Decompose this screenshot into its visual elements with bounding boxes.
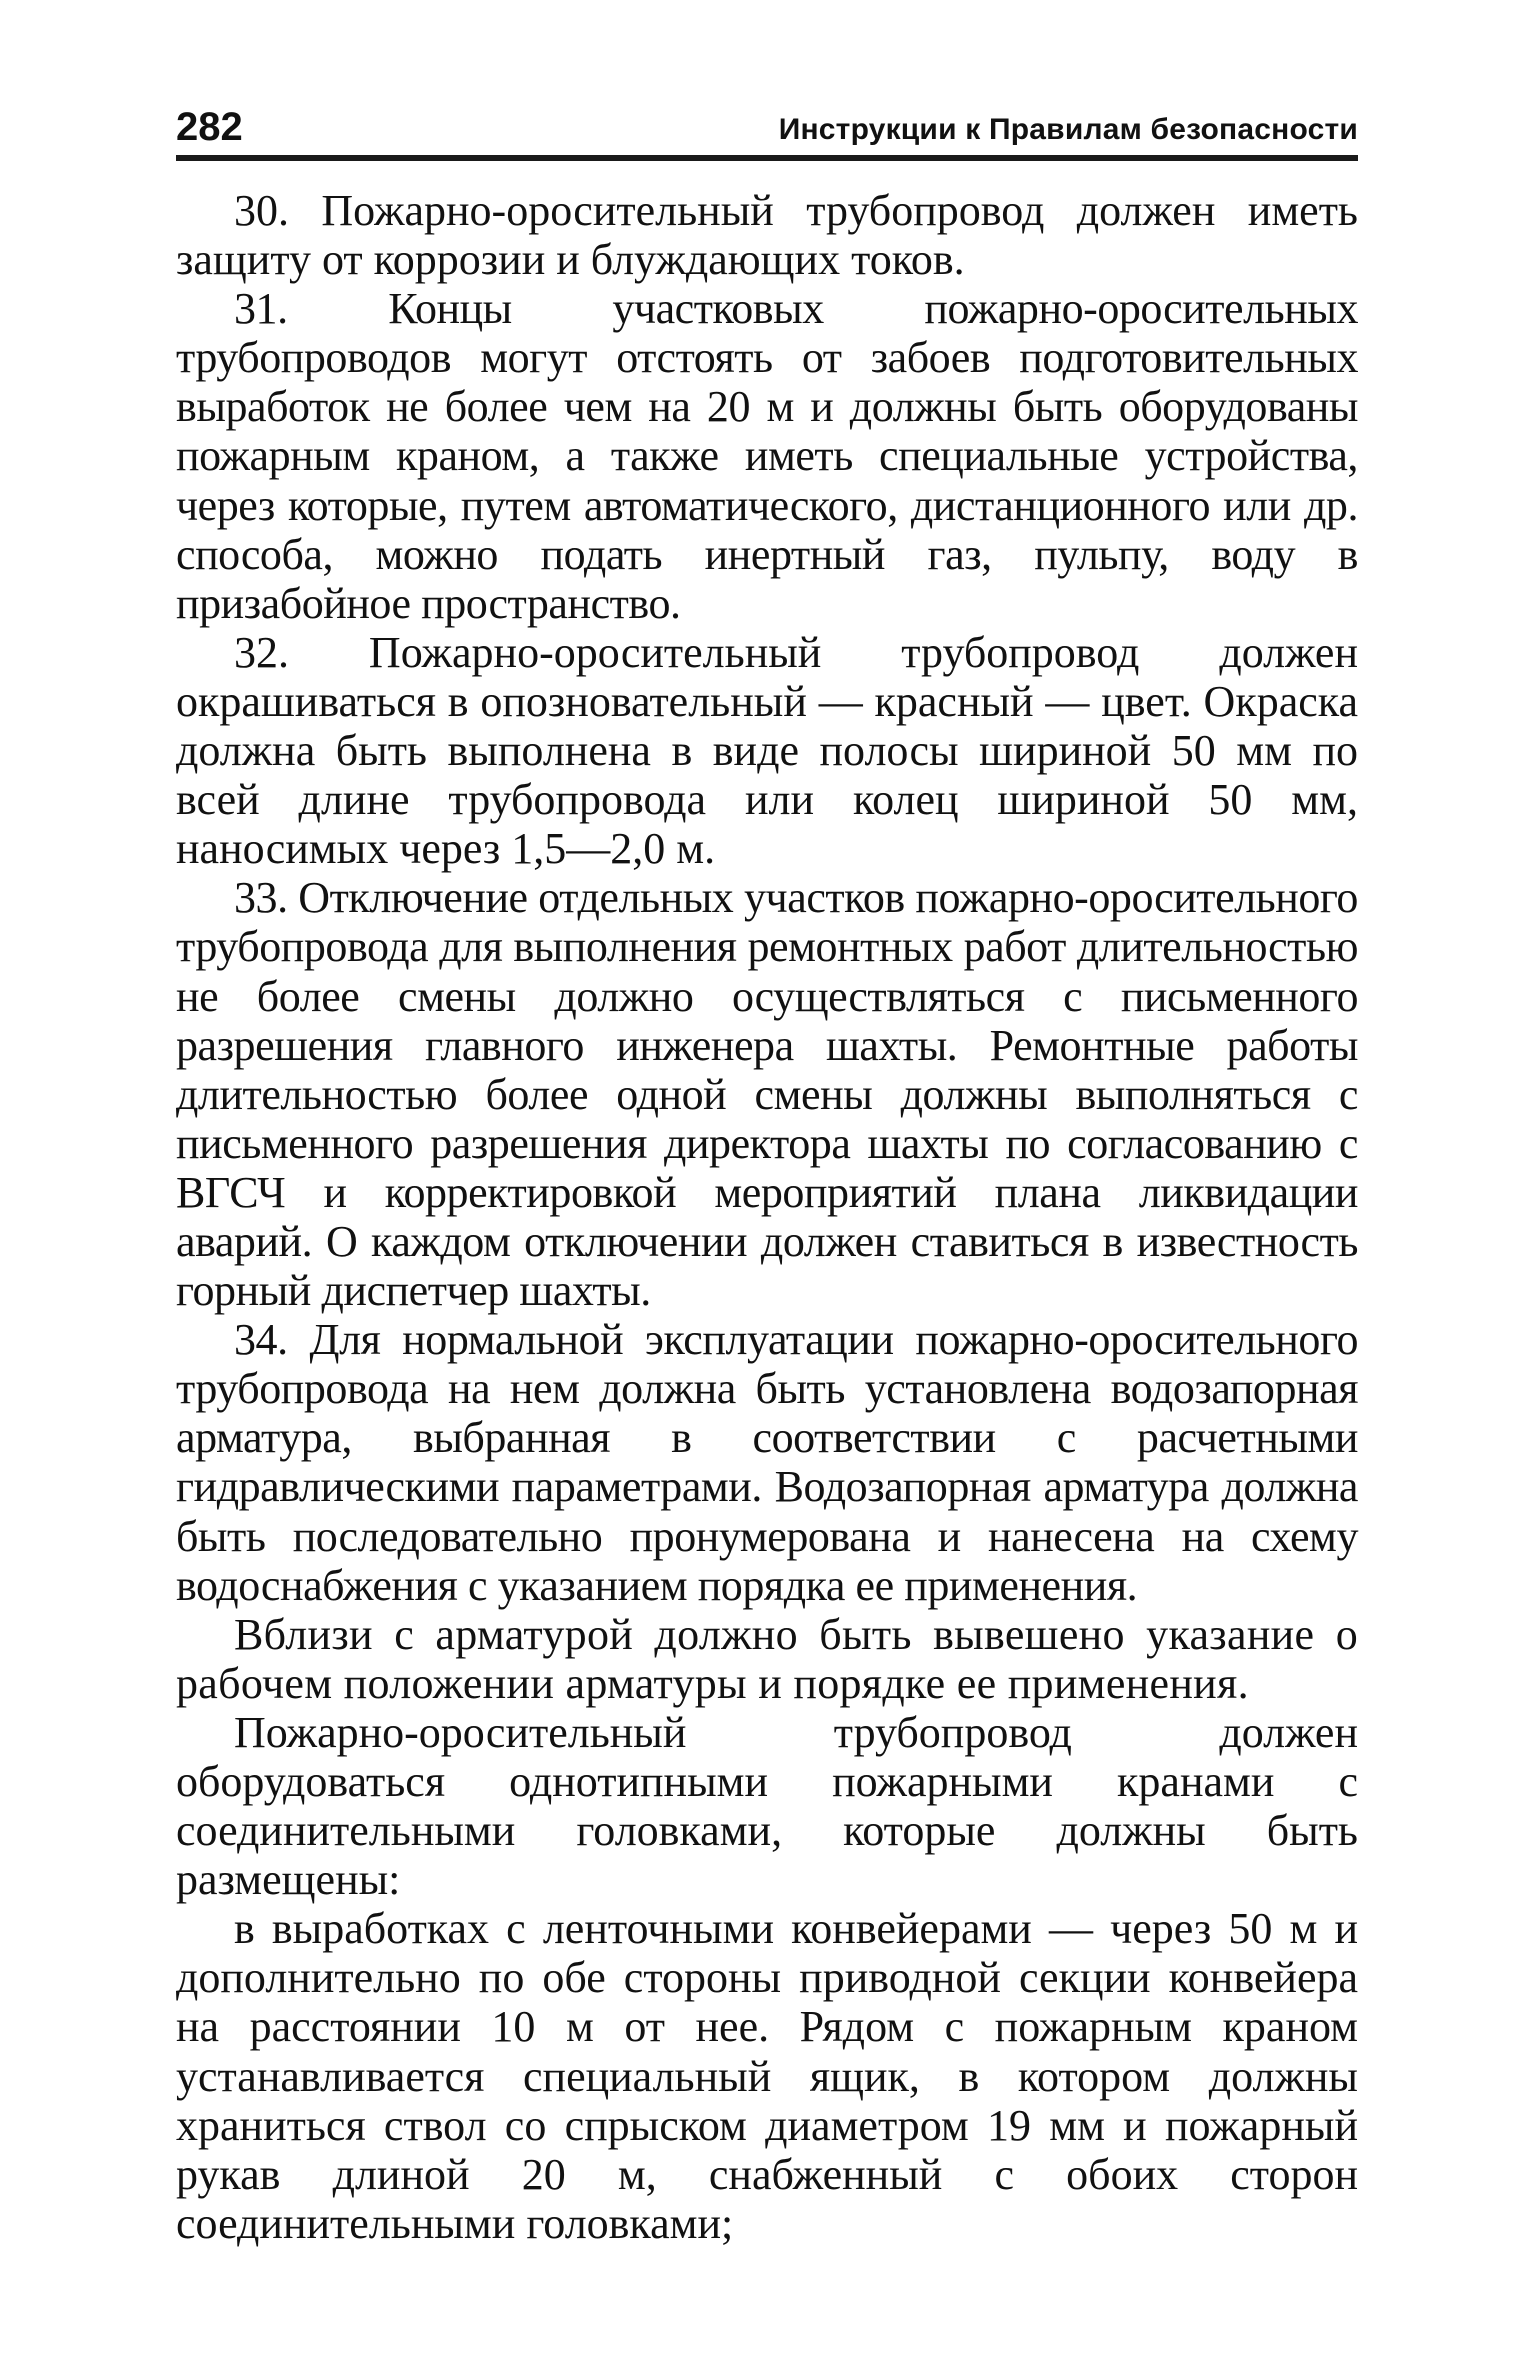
running-title: Инструкции к Правилам безопасности (778, 113, 1358, 146)
paragraph-34: 34. Для нормальной эксплуатации пожарно-оросительного трубопровода на нем должна быть установлена водозапорная арматура, выбранная в соответствии с расчетными гидравлическими параметрами. Водозапорная арматура должна быть последовательно пронумерована и нанесена на схему водоснабжения с указанием порядка ее применения. (176, 1315, 1358, 1610)
body-text (176, 186, 1358, 2248)
paragraph-31: 31. Концы участковых пожарно-оросительных трубопроводов могут отстоять от забоев подготовительных выработок не более чем на 20 м и должны быть оборудованы пожарным краном, а также иметь специальные устройства, через которые, путем автоматического, дистанционного или др. способа, можно подать инертный газ, пульпу, воду в призабойное пространство. (176, 284, 1358, 628)
paragraph-33: 33. Отключение отдельных участков пожарно-оросительного трубопровода для выполнения ремонтных работ длительностью не более смены должно осуществляться с письменного разрешения главного инженера шахты. Ремонтные работы длительностью более одной смены должны выполняться с письменного разрешения директора шахты по согласованию с ВГСЧ и корректировкой мероприятий плана ликвидации аварий. О каждом отключении должен ставиться в известность горный диспетчер шахты. (176, 873, 1358, 1316)
paragraph-30: 30. Пожарно-оросительный трубопровод должен иметь защиту от коррозии и блуждающих токов. (176, 186, 1358, 285)
page-number: 282 (176, 105, 243, 149)
header-rule (176, 155, 1358, 161)
paragraph-valve-notice: Вблизи с арматурой должно быть вывешено указание о рабочем положении арматуры и порядке ее применения. (176, 1609, 1358, 1708)
paragraph-fire-hydrants: Пожарно-оросительный трубопровод должен оборудоваться однотипными пожарными кранами с соединительными головками, которые должны быть размещены: (176, 1707, 1358, 1905)
paragraph-conveyor-workings: в выработках с ленточными конвейерами — через 50 м и дополнительно по обе стороны приводной секции конвейера на расстоянии 10 м от нее. Рядом с пожарным краном устанавливается специальный ящик, в котором должны храниться ствол со спрыском диаметром 19 мм и пожарный рукав длиной 20 м, снабженный с обоих сторон соединительными головками; (176, 1904, 1358, 2248)
page-header (176, 104, 1358, 150)
paragraph-32: 32. Пожарно-оросительный трубопровод должен окрашиваться в опозновательный — красный — цвет. Окраска должна быть выполнена в виде полосы шириной 50 мм по всей длине трубопровода или колец шириной 50 мм, наносимых через 1,5—2,0 м. (176, 627, 1358, 874)
